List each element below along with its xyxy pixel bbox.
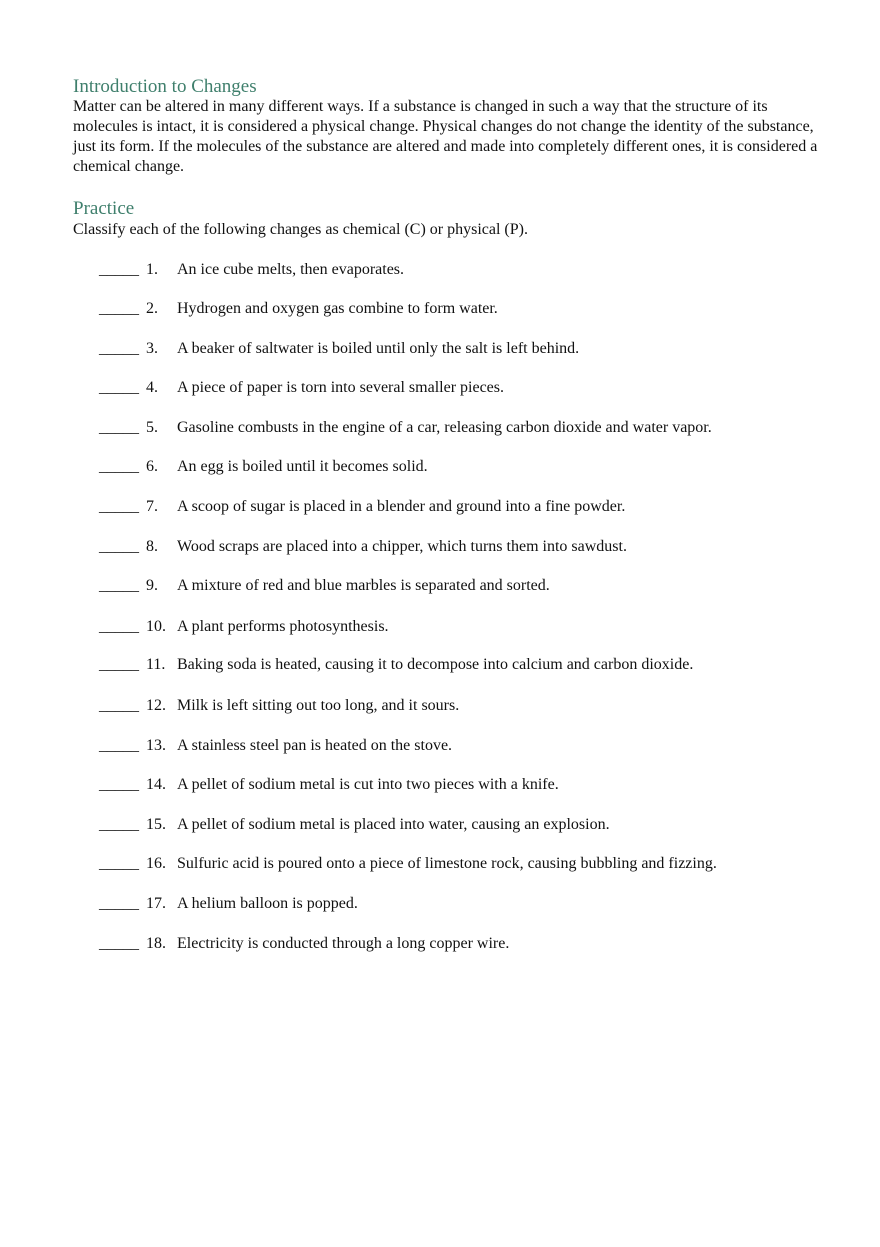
- item-number: 2.: [146, 300, 158, 317]
- item-text: A stainless steel pan is heated on the stove.: [177, 737, 453, 754]
- item-number: 11.: [146, 656, 166, 673]
- item-number: 10.: [146, 618, 166, 635]
- item-number: 8.: [146, 538, 158, 555]
- item-text: A pellet of sodium metal is cut into two pieces with a knife.: [177, 776, 559, 793]
- item-number: 16.: [146, 855, 166, 872]
- item-text: A mixture of red and blue marbles is separated and sorted.: [177, 577, 550, 594]
- answer-blank[interactable]: _____: [99, 577, 139, 594]
- answer-blank[interactable]: _____: [99, 855, 139, 872]
- answer-blank[interactable]: _____: [99, 618, 139, 635]
- answer-blank[interactable]: _____: [99, 895, 139, 912]
- answer-blank[interactable]: _____: [99, 935, 139, 952]
- item-number: 13.: [146, 737, 166, 754]
- item-number: 3.: [146, 340, 158, 357]
- item-text: A pellet of sodium metal is placed into water, causing an explosion.: [177, 816, 610, 833]
- answer-blank[interactable]: _____: [99, 656, 139, 673]
- answer-blank[interactable]: _____: [99, 538, 139, 555]
- practice-heading: Practice: [73, 198, 135, 219]
- answer-blank[interactable]: _____: [99, 419, 139, 436]
- answer-blank[interactable]: _____: [99, 697, 139, 714]
- item-text: A beaker of saltwater is boiled until only the salt is left behind.: [177, 340, 580, 357]
- item-number: 1.: [146, 261, 158, 278]
- item-number: 4.: [146, 379, 158, 396]
- item-text: An ice cube melts, then evaporates.: [177, 261, 405, 278]
- item-number: 15.: [146, 816, 166, 833]
- answer-blank[interactable]: _____: [99, 340, 139, 357]
- answer-blank[interactable]: _____: [99, 261, 139, 278]
- item-number: 18.: [146, 935, 166, 952]
- item-number: 17.: [146, 895, 166, 912]
- item-number: 7.: [146, 498, 158, 515]
- item-text: Gasoline combusts in the engine of a car, releasing carbon dioxide and water vapor.: [177, 419, 712, 436]
- item-number: 12.: [146, 697, 166, 714]
- item-text: Wood scraps are placed into a chipper, which turns them into sawdust.: [177, 538, 627, 555]
- item-text: A helium balloon is popped.: [177, 895, 358, 912]
- item-text: An egg is boiled until it becomes solid.: [177, 458, 428, 475]
- intro-paragraph: Matter can be altered in many different ways. If a substance is changed in such a way that the structure of its molecules is intact, it is considered a physical change. Physical changes do not change the identity of the substance, just its form. If the molecules of the substance are altered and made into completely different ones, it is considered a chemical change.: [73, 98, 818, 175]
- item-text: A plant performs photosynthesis.: [177, 618, 389, 635]
- intro-heading: Introduction to Changes: [73, 76, 257, 97]
- item-number: 6.: [146, 458, 158, 475]
- answer-blank[interactable]: _____: [99, 776, 139, 793]
- item-number: 9.: [146, 577, 158, 594]
- answer-blank[interactable]: _____: [99, 458, 139, 475]
- item-text: Electricity is conducted through a long copper wire.: [177, 935, 510, 952]
- answer-blank[interactable]: _____: [99, 379, 139, 396]
- item-number: 5.: [146, 419, 158, 436]
- item-text: Sulfuric acid is poured onto a piece of limestone rock, causing bubbling and fizzing.: [177, 855, 717, 872]
- item-text: Baking soda is heated, causing it to decompose into calcium and carbon dioxide.: [177, 656, 694, 673]
- item-text: Milk is left sitting out too long, and it sours.: [177, 697, 460, 714]
- answer-blank[interactable]: _____: [99, 498, 139, 515]
- practice-instructions: Classify each of the following changes as chemical (C) or physical (P).: [73, 221, 528, 238]
- answer-blank[interactable]: _____: [99, 737, 139, 754]
- item-text: A scoop of sugar is placed in a blender and ground into a fine powder.: [177, 498, 626, 515]
- item-text: Hydrogen and oxygen gas combine to form water.: [177, 300, 498, 317]
- answer-blank[interactable]: _____: [99, 816, 139, 833]
- answer-blank[interactable]: _____: [99, 300, 139, 317]
- item-text: A piece of paper is torn into several smaller pieces.: [177, 379, 504, 396]
- item-number: 14.: [146, 776, 166, 793]
